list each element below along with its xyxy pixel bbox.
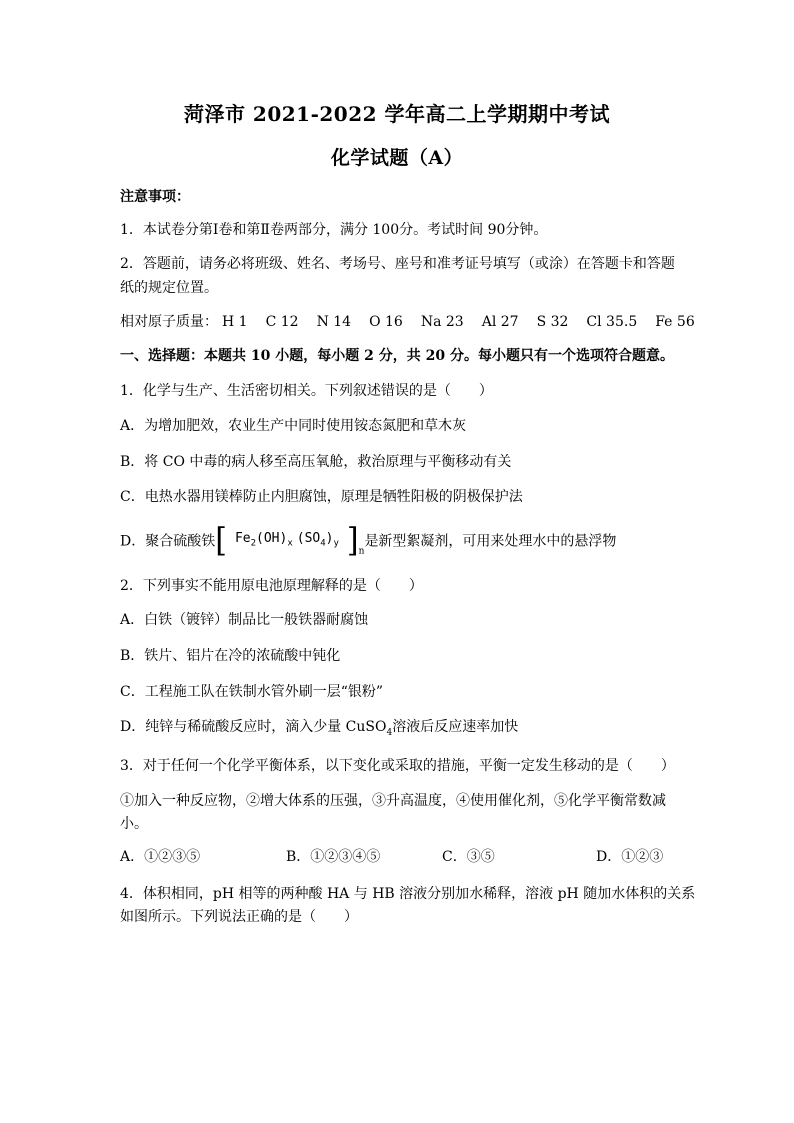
atomic-mass-al: Al 27 <box>481 314 519 330</box>
note-item-2: 2．答题前，请务必将班级、姓名、考场号、座号和准考证号填写（或涂）在答题卡和答题 <box>120 256 675 272</box>
q1-d-prefix: D．聚合硫酸铁 <box>120 533 216 550</box>
q4-stem-2: 如图所示。下列说法正确的是（ ） <box>120 909 358 925</box>
q1-option-a: A．为增加肥效，农业生产中同时使用铵态氮肥和草木灰 <box>120 418 467 434</box>
atomic-mass-c: C 12 <box>265 314 299 330</box>
page-title: 菏泽市 2021-2022 学年高二上学期期中考试 <box>183 102 611 126</box>
atomic-mass-h: H 1 <box>222 314 248 330</box>
formula-so4: (SO <box>296 531 321 546</box>
q3-option-c: C．③⑤ <box>442 849 495 865</box>
section-heading: 一、选择题：本题共 10 小题，每小题 2 分，共 20 分。每小题只有一个选项符合题意。 <box>120 348 674 364</box>
q1-stem: 1．化学与生产、生活密切相关。下列叙述错误的是（ ） <box>120 383 493 399</box>
note-item-1: 1．本试卷分第Ⅰ卷和第Ⅱ卷两部分，满分 100分。考试时间 90分钟。 <box>120 222 548 238</box>
atomic-mass-o: O 16 <box>369 314 403 330</box>
q3-stem: 3．对于任何一个化学平衡体系，以下变化或采取的措施，平衡一定发生移动的是（ ） <box>120 758 675 774</box>
page-subtitle: 化学试题（A） <box>330 147 464 169</box>
atomic-mass-label: 相对原子质量： <box>120 314 218 330</box>
atomic-mass-line <box>120 311 695 333</box>
q3-options <box>120 846 680 868</box>
atomic-mass-na: Na 23 <box>420 314 464 330</box>
q2-d-prefix: D．纯锌与稀硫酸反应时，滴入少量 CuSO <box>120 719 387 735</box>
formula-sub-n: n <box>358 546 365 557</box>
atomic-mass-n: N 14 <box>316 314 352 330</box>
q1-option-b: B．将 CO 中毒的病人移至高压氧舱，救治原理与平衡移动有关 <box>120 454 512 470</box>
formula-sub-2: 2 <box>250 538 257 549</box>
formula-sub-x: x <box>287 538 293 549</box>
formula-sub-y: y <box>333 538 339 549</box>
q1-option-c: C．电热水器用镁棒防止内胆腐蚀，原理是牺牲阳极的阴极保护法 <box>120 489 523 505</box>
atomic-mass-s: S 32 <box>536 314 569 330</box>
q3-detail-2: 小。 <box>120 816 148 832</box>
formula-oh: (OH) <box>256 531 288 546</box>
q3-option-a: A．①②③⑤ <box>120 849 201 865</box>
notes-heading: 注意事项： <box>120 189 190 205</box>
q2-option-d <box>120 716 680 744</box>
left-bracket: [ <box>215 521 227 560</box>
q3-option-b: B．①②③④⑤ <box>286 849 381 865</box>
formula-close: ) <box>325 531 334 546</box>
q1-d-suffix: 是新型絮凝剂，可用来处理水中的悬浮物 <box>364 533 617 550</box>
q3-option-d: D．①②③ <box>596 849 664 865</box>
q2-stem: 2．下列事实不能用原电池原理解释的是（ ） <box>120 578 423 594</box>
q2-option-c: C．工程施工队在铁制水管外刷一层“银粉” <box>120 684 384 700</box>
atomic-mass-fe: Fe 56 <box>655 314 695 330</box>
q2-option-a: A．白铁（镀锌）制品比一般铁器耐腐蚀 <box>120 612 369 628</box>
q2-option-b: B．铁片、铝片在冷的浓硫酸中钝化 <box>120 648 341 664</box>
q1-option-d <box>120 521 680 562</box>
note-item-2-cont: 纸的规定位置。 <box>120 280 218 296</box>
formula-sub-4: 4 <box>320 538 326 549</box>
formula-fe: Fe <box>234 531 251 546</box>
right-bracket: ] <box>346 521 359 560</box>
q2-d-suffix: 溶液后反应速率加快 <box>392 719 519 735</box>
q4-stem-1: 4．体积相同，pH 相等的两种酸 HA 与 HB 溶液分别加水稀释，溶液 pH 随加水体积的关系 <box>120 886 696 902</box>
fe-formula <box>229 528 345 555</box>
atomic-mass-cl: Cl 35.5 <box>586 314 638 330</box>
q2-d-sub: 4 <box>386 727 393 738</box>
q3-detail-1: ①加入一种反应物，②增大体系的压强，③升高温度，④使用催化剂，⑤化学平衡常数减 <box>120 793 666 809</box>
